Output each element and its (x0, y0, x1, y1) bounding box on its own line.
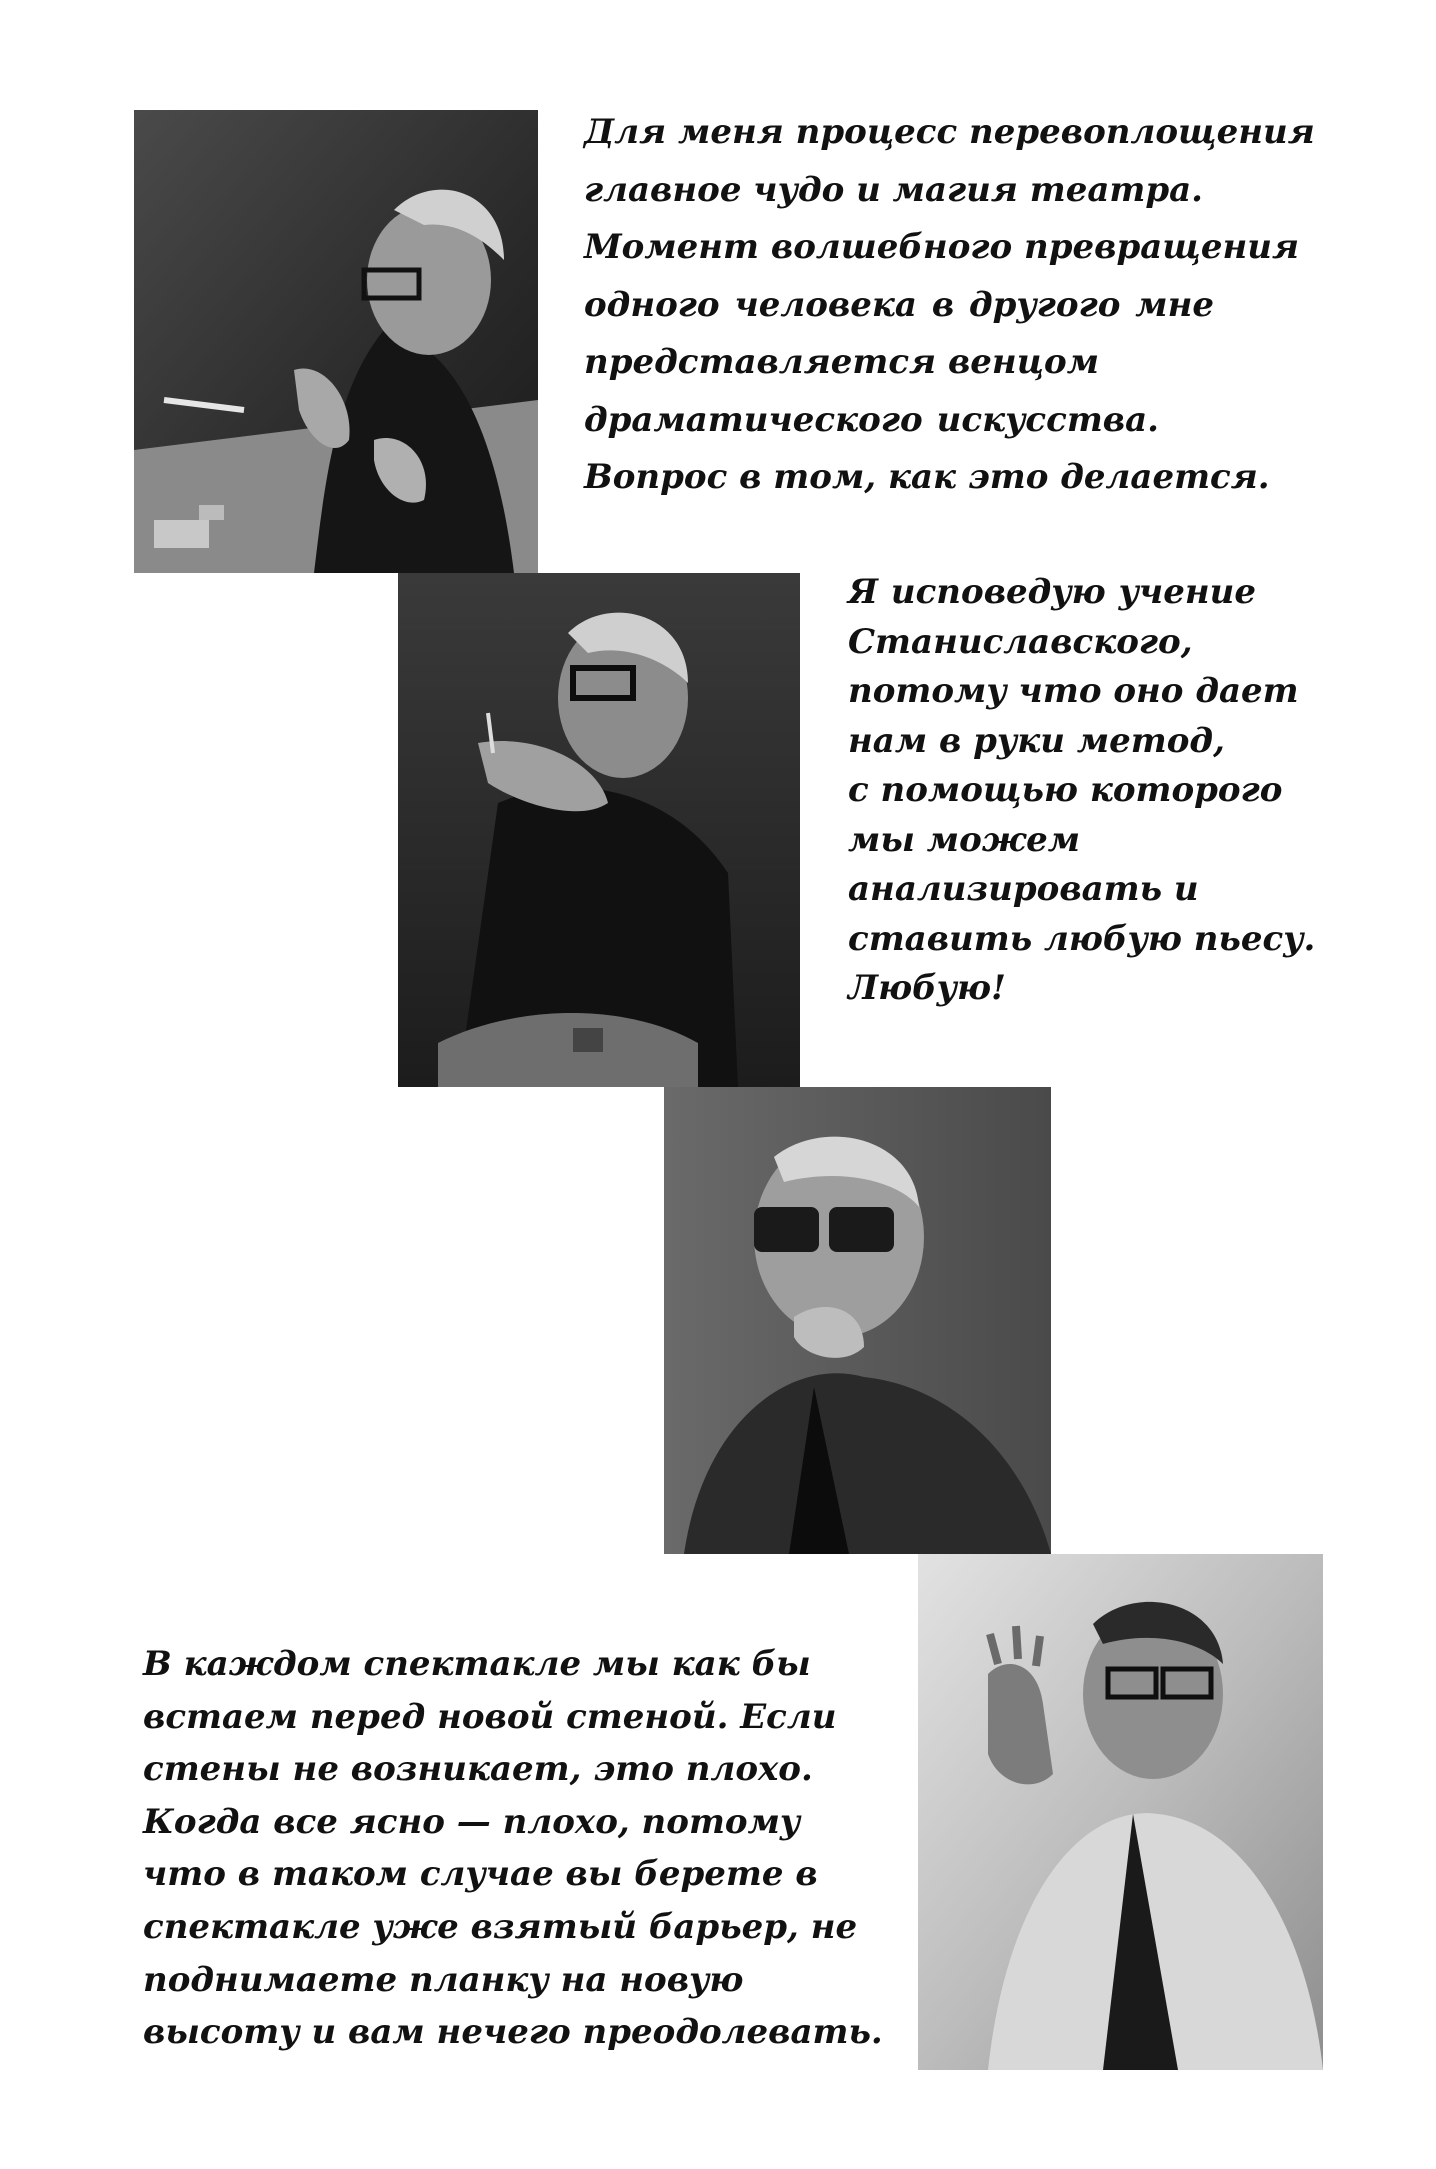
portrait-photo-2 (398, 573, 800, 1087)
quote-line: главное чудо и магия театра. (584, 169, 1204, 210)
quote-line: встаем перед новой стеной. Если (143, 1696, 837, 1737)
quote-line: В каждом спектакле мы как бы (143, 1644, 811, 1684)
quote-line: одного человека в другого мне (584, 284, 1214, 325)
portrait-photo-1 (134, 110, 538, 573)
quote-line: высоту и вам нечего преодолевать. (143, 2012, 883, 2053)
quote-line: нам в руки метод, (848, 720, 1225, 761)
quote-line: Станиславского, (848, 621, 1193, 662)
quote-line: Для меня процесс перевоплощения (584, 112, 1315, 152)
quote-transformation (584, 104, 1315, 507)
quote-line: Когда все ясно — плохо, потому (143, 1801, 801, 1842)
quote-line: Любую! (848, 968, 1006, 1008)
quote-stanislavsky (848, 568, 1316, 1014)
quote-line: представляется венцом (584, 342, 1100, 382)
quote-line: Момент волшебного превращения (584, 227, 1300, 267)
quote-line: Я исповедую учение (848, 572, 1256, 612)
quote-new-wall (143, 1638, 883, 2059)
quote-line: потому что оно дает (848, 671, 1299, 711)
quote-line: что в таком случае вы берете в (143, 1854, 818, 1895)
quote-line: стены не возникает, это плохо. (143, 1749, 813, 1790)
quote-line: драматического искусства. (584, 399, 1159, 440)
quote-line: ставить любую пьесу. (848, 918, 1316, 959)
quote-line: с помощью которого (848, 770, 1283, 810)
quote-line: поднимаете планку на новую (143, 1959, 744, 2000)
portrait-photo-3 (664, 1087, 1051, 1554)
portrait-photo-4 (918, 1554, 1323, 2070)
quote-line: спектакле уже взятый барьер, не (143, 1906, 858, 1947)
quote-line: мы можем (848, 819, 1081, 860)
quote-line: Вопрос в том, как это делается. (584, 457, 1270, 497)
quote-line: анализировать и (848, 869, 1199, 909)
